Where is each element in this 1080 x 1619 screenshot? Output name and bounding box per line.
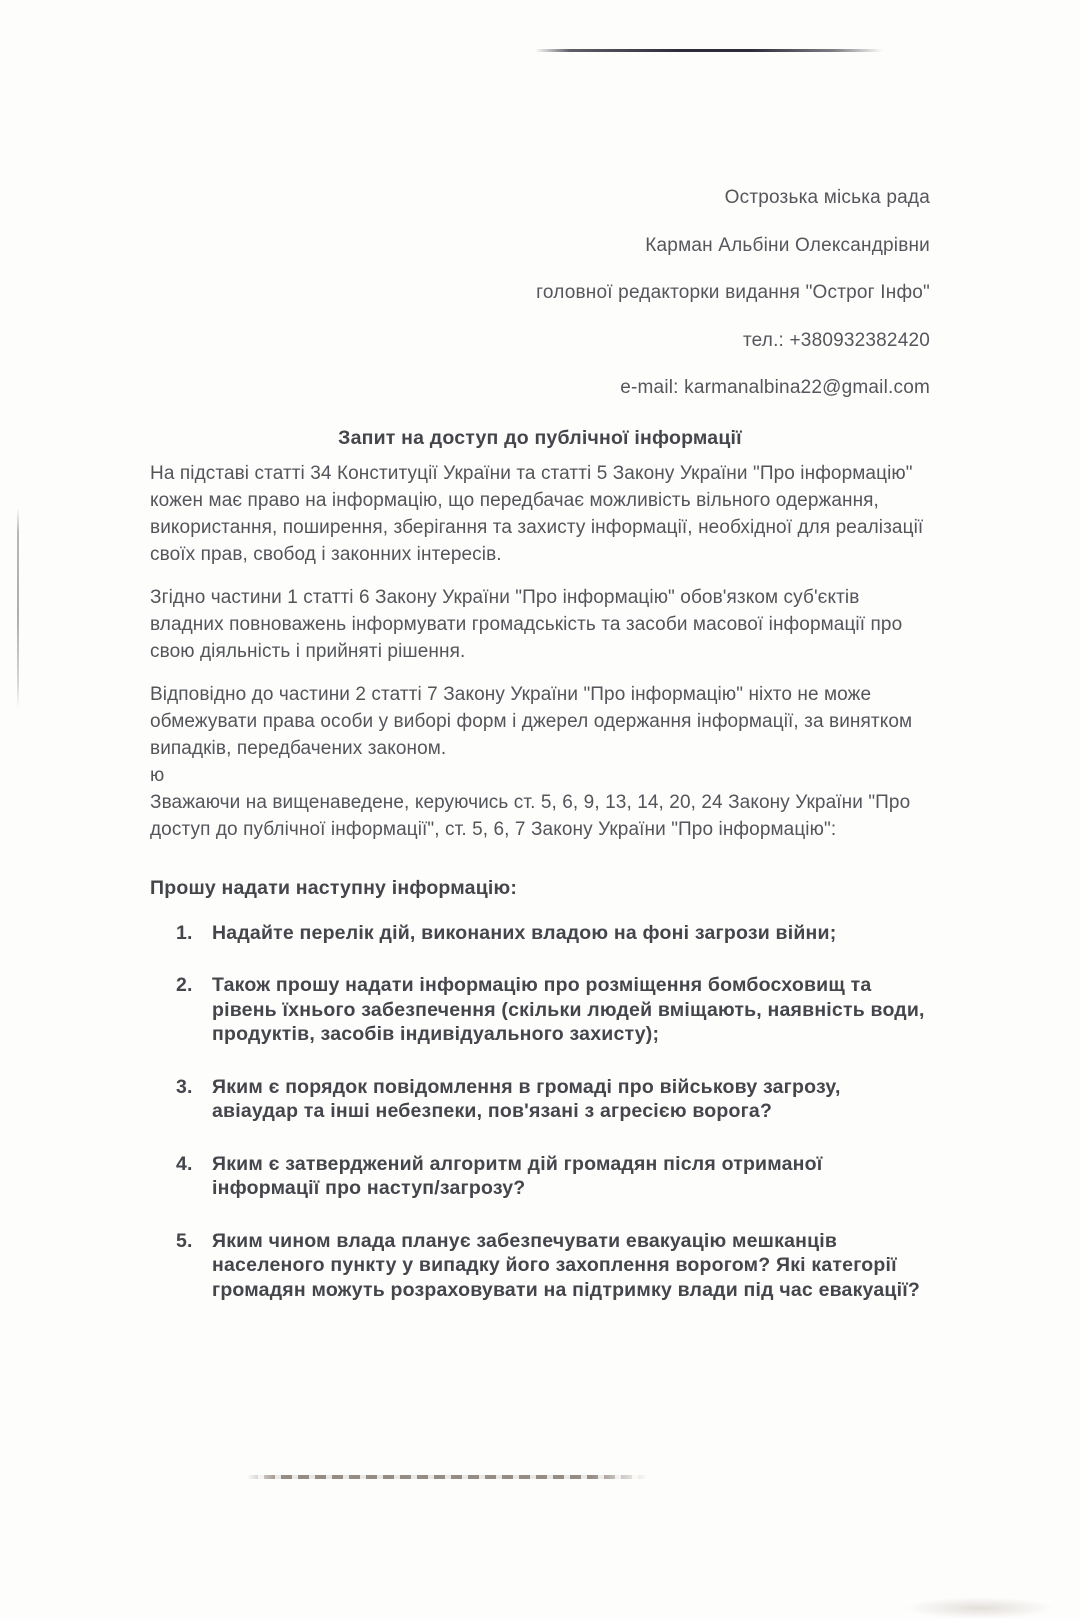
request-item: Також прошу надати інформацію про розміщення бомбосховищ та рівень їхнього забезпечення (скільки людей вміщають, наявність води, продуктів, засобів індивідуального захисту); (212, 974, 925, 1045)
request-item: Яким чином влада планує забезпечувати евакуацію мешканців населеного пункту у випадку його захоплення ворогом? Які категорії громадян можуть розраховувати на підтримку влади під час евакуації? (212, 1229, 920, 1301)
paragraph-legal-basis: На підставі статті 34 Конституції України та статті 5 Закону України "Про інформацію" кожен має право на інформацію, що передбачає можливість вільного одержання, використання, поширення, зберігання та захисту інформації, необхідної для реалізації своїх прав, свобод і законних інтересів. (150, 462, 924, 565)
recipient-line: тел.: +380932382420 (742, 329, 930, 351)
recipient-line: головної редакторки видання "Острог Інфо" (536, 282, 930, 303)
paragraph-considering: Зважаючи на вищенаведене, керуючись ст. 5, 6, 9, 13, 14, 20, 24 Закону України "Про доступ до публічної інформації", ст. 5, 6, 7 Закону України "Про інформацію": (150, 791, 911, 840)
request-item: Яким є порядок повідомлення в громаді про військову загрозу, авіаудар та інші небезпеки, пов'язані з агресією ворога? (212, 1075, 841, 1122)
letter-recipient-block (150, 188, 930, 398)
request-items-list (150, 921, 930, 1303)
paragraph-law-article-6: Згідно частини 1 статті 6 Закону України "Про інформацію" обов'язком суб'єктів владних повноважень інформувати громадськість та засоби масової інформації про свою діяльність і прийняті рішення. (150, 586, 903, 662)
recipient-line: Острозька міська рада (724, 187, 930, 208)
request-item: Яким є затверджений алгоритм дій громадян після отриманої інформації про наступ/загрозу? (212, 1152, 823, 1199)
recipient-line: Карман Альбіни Олександрівни (645, 234, 930, 256)
document-content (150, 0, 930, 1330)
scan-artifact-bottom-broken-line (247, 1475, 647, 1479)
scan-artifact-corner-smudge (905, 1597, 1055, 1619)
recipient-line: e-mail: karmanalbina22@gmail.com (620, 377, 930, 398)
scan-artifact-left-edge-line (17, 508, 19, 708)
request-item: Надайте перелік дій, виконаних владою на фоні загрози війни; (212, 921, 837, 944)
request-heading: Прошу надати наступну інформацію: (150, 876, 518, 899)
paragraph-law-article-7: Відповідно до частини 2 статті 7 Закону України "Про інформацію" ніхто не може обмежувати права особи у виборі форм і джерел одержання інформації, за винятком випадків, передбачених законом. (150, 683, 913, 759)
stray-character-line: ю (150, 764, 165, 786)
document-title: Запит на доступ до публічної інформації (338, 426, 742, 449)
